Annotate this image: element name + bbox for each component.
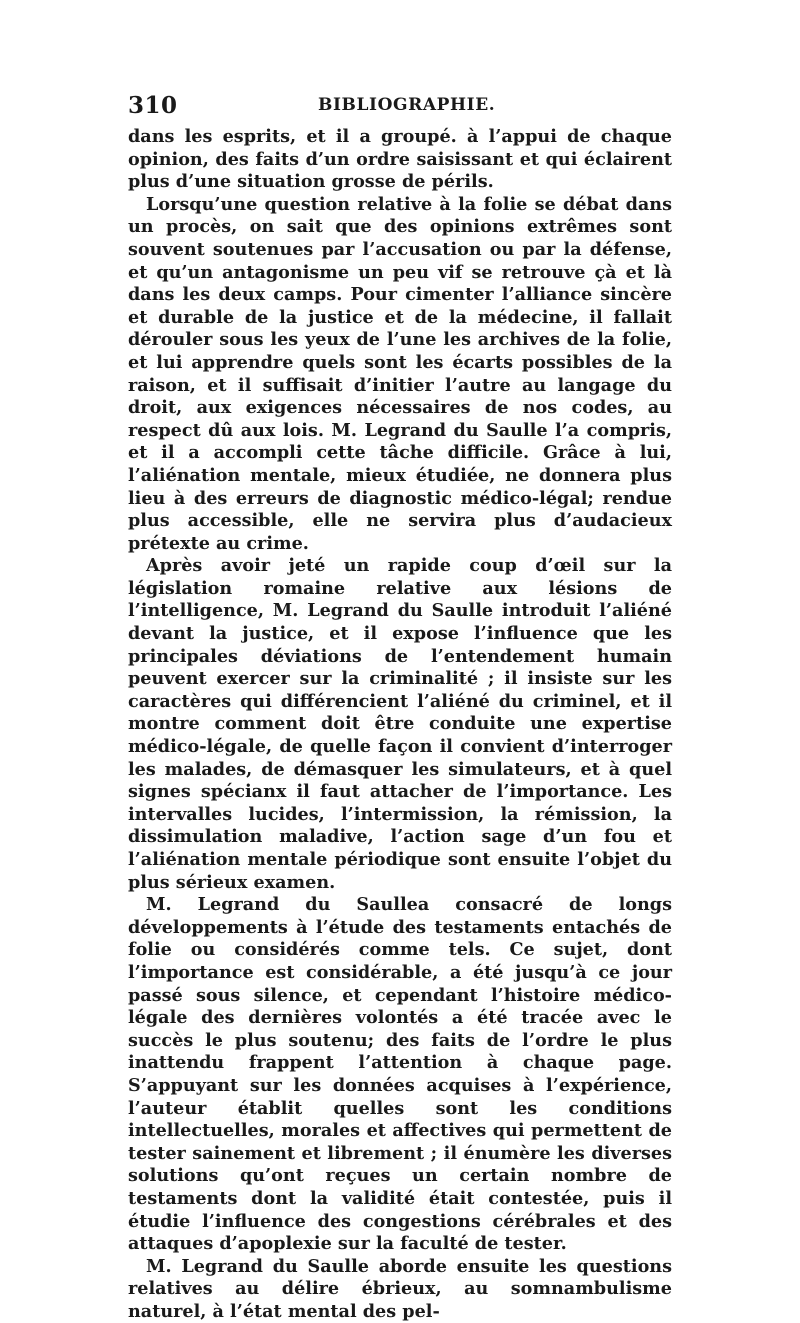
- page-number: 310: [128, 92, 178, 119]
- body-text: [128, 126, 672, 1323]
- paragraph-2: Lorsqu’une question relative à la folie se débat dans un procès, on sait que des opinions extrêmes sont souvent soutenues par l’accusation ou par la défense, et qu’un antagonisme un peu vif se retrouve çà et là dans les deux camps. Pour cimenter l’alliance sincère et durable de la justice et de la médecine, il fallait dérouler sous les yeux de l’une les archives de la folie, et lui apprendre quels sont les écarts possibles de la raison, et il suffisait d’initier l’autre au langage du droit, aux exigences nécessaires de nos codes, au respect dû aux lois. M. Legrand du Saulle l’a compris, et il a accompli cette tâche difficile. Grâce à lui, l’aliénation mentale, mieux étudiée, ne donnera plus lieu à des erreurs de diagnostic médico-légal; rendue plus accessible, elle ne servira plus d’audacieux prétexte au crime.: [128, 193, 672, 554]
- running-title: BIBLIOGRAPHIE.: [318, 95, 496, 115]
- paragraph-3: Après avoir jeté un rapide coup d’œil sur la législation romaine relative aux lésions de l’intelligence, M. Legrand du Saulle introduit l’aliéné devant la justice, et il expose l’influence que les principales déviations de l’entendement humain peuvent exercer sur la criminalité ; il insiste sur les caractères qui différencient l’aliéné du criminel, et il montre comment doit être conduite une expertise médico-légale, de quelle façon il convient d’interroger les malades, de démasquer les simulateurs, et à quel signes spécianx il faut attacher de l’importance. Les intervalles lucides, l’intermission, la rémission, la dissimulation maladive, l’action sage d’un fou et l’aliénation mentale périodique sont ensuite l’objet du plus sérieux examen.: [128, 555, 672, 893]
- paragraph-5: M. Legrand du Saulle aborde ensuite les questions relatives au délire ébrieux, au somnambulisme naturel, à l’état mental des pel-: [128, 1255, 672, 1322]
- paragraph-1: dans les esprits, et il a groupé. à l’appui de chaque opinion, des faits d’un ordre saisissant et qui éclairent plus d’une situation grosse de périls.: [128, 126, 672, 193]
- paragraph-4: M. Legrand du Saullea consacré de longs développements à l’étude des testaments entachés de folie ou considérés comme tels. Ce sujet, dont l’importance est considérable, a été jusqu’à ce jour passé sous silence, et cependant l’histoire médico-légale des dernières volontés a été tracée avec le succès le plus soutenu; des faits de l’ordre le plus inattendu frappent l’attention à chaque page. S’appuyant sur les données acquises à l’expérience, l’auteur établit quelles sont les conditions intellectuelles, morales et affectives qui permettent de tester sainement et librement ; il énumère les diverses solutions qu’ont reçues un certain nombre de testaments dont la validité était contestée, puis il étudie l’influence des congestions cérébrales et des attaques d’apoplexie sur la faculté de tester.: [128, 894, 672, 1255]
- page-header: [128, 92, 672, 122]
